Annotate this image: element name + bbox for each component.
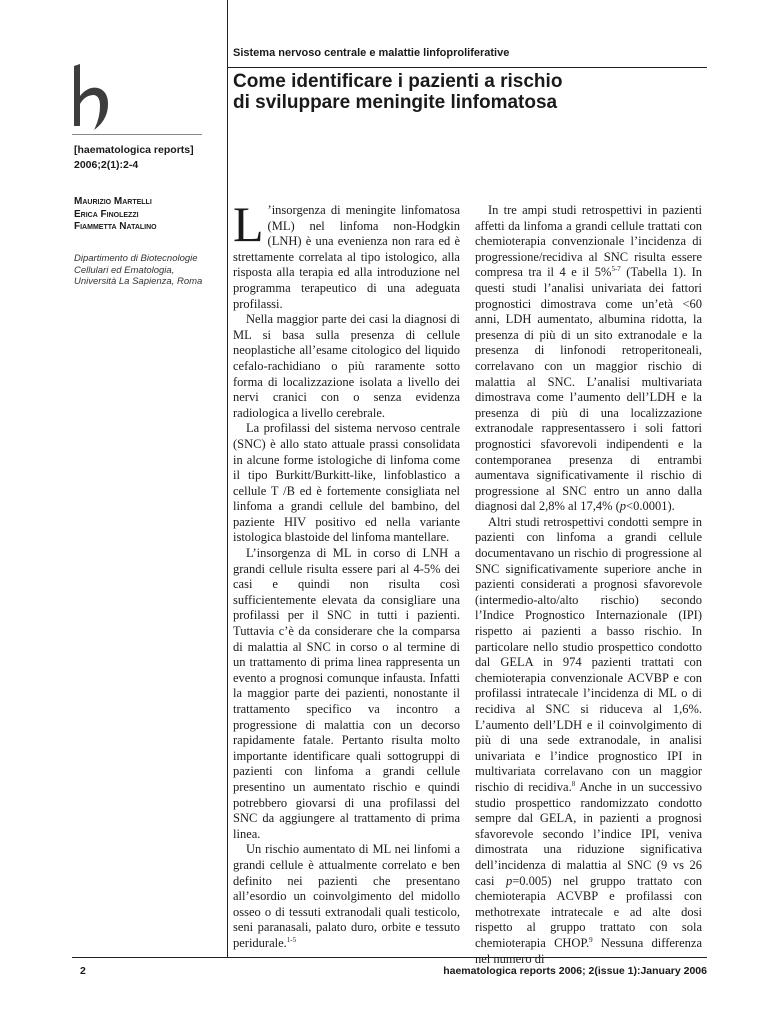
paragraph: Altri studi retrospettivi condotti sempre in pazienti con linfoma a grandi cellule documentavano un rischio di progressione al SNC significativamente superiore anche in pazienti considerati a prognosi sfavorevole (intermedio-alto/alto rischio) secondo l’Indice Prognostico Internazionale (IPI) rispetto ai pazienti a basso rischio. In particolare nello studio prospettico condotto dal GELA in 974 pazienti trattati con chemioterapia convenzionale ACVBP e con profilassi intratecale l’incidenza di ML o di recidiva al SNC si riduceva al 1,6%. L’aumento dell’LDH e il coinvolgimento di più di una sede extranodale, in analisi univariata e l’indice prognostico IPI in multivariata correlavano con un maggior rischio di recidiva.$^8$ Anche in un successivo studio prospettico randomizzato condotto sempre dal GELA, in pazienti a prognosi sfavorevole secondo l’indice IPI, veniva dimostrata una riduzione significativa dell’incidenza di malattia al SNC (9 vs 26 casi p=0.005) nel gruppo trattato con chemioterapia ACVBP e profilassi con methotrexate intratecale e ad alte dosi rispetto al gruppo trattato con sola chemioterapia CHOP.$^9$ Nessuna differenza nel numero di <box>475 514 703 966</box>
paragraph: L’insorgenza di ML in corso di LNH a grandi cellule risulta essere pari al 4-5% dei casi e quindi non risulta così sufficientemente elevata da consigliare una profilassi per il SNC in tutti i pazienti. Tuttavia c’è da considerare che la comparsa di malattia al SNC in corso o al termine di un trattamento di prima linea rappresenta un evento a prognosi comunque infausta. Infatti la maggior parte dei pazienti, nonostante il trattamento specifico va incontro a progressione di malattia con un decorso rapidamente fatale. Pertanto risulta molto importante identificare quali sottogruppi di pazienti con linfoma a grandi cellule presentino un aumentato rischio e quindi potrebbero giovarsi di una profilassi del SNC da aggiungere al trattamento di prima linea. <box>233 546 460 841</box>
paragraph: Nella maggior parte dei casi la diagnosi di ML si basa sulla presenza di cellule neoplastiche all’esame citologico del liquido cefalo-rachidiano o più raramente sotto forma di localizzazione isolata a livello dei nervi cranici con o senza evidenza radiologica a livello cerebrale. <box>233 312 460 420</box>
paragraph: La profilassi del sistema nervoso centrale (SNC) è allo stato attuale prassi consolidata in alcune forme istologiche di linfoma come il tipo Burkitt/Burkitt-like, linfoblastico a cellule T /B ed è fortemente consigliata nel linfoma a grandi cellule del bambino, del paziente HIV positivo ed nella variante istologica blastoide del linfoma mantellare. <box>233 421 460 545</box>
paragraph: L ’insorgenza di meningite linfomatosa (ML) nel linfoma non-Hodgkin (LNH) è una evenienza non rara ed è strettamente correlata al tipo istologico, alla risposta alla terapia ed alla introduzione nel programma terapeutico di una adeguata profilassi. <box>233 196 460 311</box>
citation: [haematologica reports] 2006;2(1):2-4 <box>74 144 194 171</box>
body-column-left <box>233 196 460 952</box>
paragraph: Un rischio aumentato di ML nei linfomi a grandi cellule è attualmente correlato e ben definito nei pazienti che presentano all’esordio un coinvolgimento del midollo osseo o di tessuti extranodali quali testicolo, seni paranasali, palato duro, orbite e tessuto peridurale.$^{1-5}$ <box>233 842 460 950</box>
author-name: Fiammetta Natalino <box>74 221 157 232</box>
journal-logo <box>70 64 112 134</box>
reference-marker: 8 <box>571 779 576 788</box>
body-column-right <box>475 203 702 967</box>
section-heading: Sistema nervoso centrale e malattie linfoproliferative <box>233 47 510 59</box>
affiliation: Dipartimento di Biotecnologie Cellulari ed Ematologia, Università La Sapienza, Roma <box>74 253 203 287</box>
author-list <box>74 196 157 234</box>
logo-rule <box>72 134 202 135</box>
reference-marker: 1-5 <box>286 935 297 944</box>
page-number: 2 <box>80 965 86 977</box>
column-divider <box>227 0 228 958</box>
article-title: Come identificare i pazienti a rischio di sviluppare meningite linfomatosa <box>233 71 563 113</box>
paragraph: In tre ampi studi retrospettivi in pazienti affetti da linfoma a grandi cellule trattati con chemioterapia convenzionale l’incidenza di progressione/recidiva al SNC risulta essere compresa tra il 4 e il 5%$^{5-7}$ (Tabella 1). In questi studi l’analisi univariata dei fattori prognostici dimostrava come un’età <60 anni, LDH aumentato, albumina ridotta, la presenza di più di un sito extranodale e la presenza di linfonodi retroperitoneali, correlavano con un maggior rischio di malattia al SNC. L’analisi multivariata dimostrava come l’aumento dell’LDH e la presenza di più di una localizzazione extranodale rappresentassero i soli fattori prognostici sfavorevoli indipendenti e la contemporanea presenza di entrambi aumentava significativamente il rischio di progressione al SNC entro un anno dalla diagnosi dal 2,8% al 17,4% (p<0.0001). <box>475 203 702 514</box>
author-name: Erica Finolezzi <box>74 208 139 220</box>
reference-marker: 9 <box>589 935 593 944</box>
drop-cap: L <box>233 196 264 252</box>
journal-footer: haematologica reports 2006; 2(issue 1):January 2006 <box>443 965 707 977</box>
reference-marker: 5-7 <box>611 265 621 274</box>
author-name: Maurizio Martelli <box>74 196 152 207</box>
header-rule <box>227 67 707 68</box>
